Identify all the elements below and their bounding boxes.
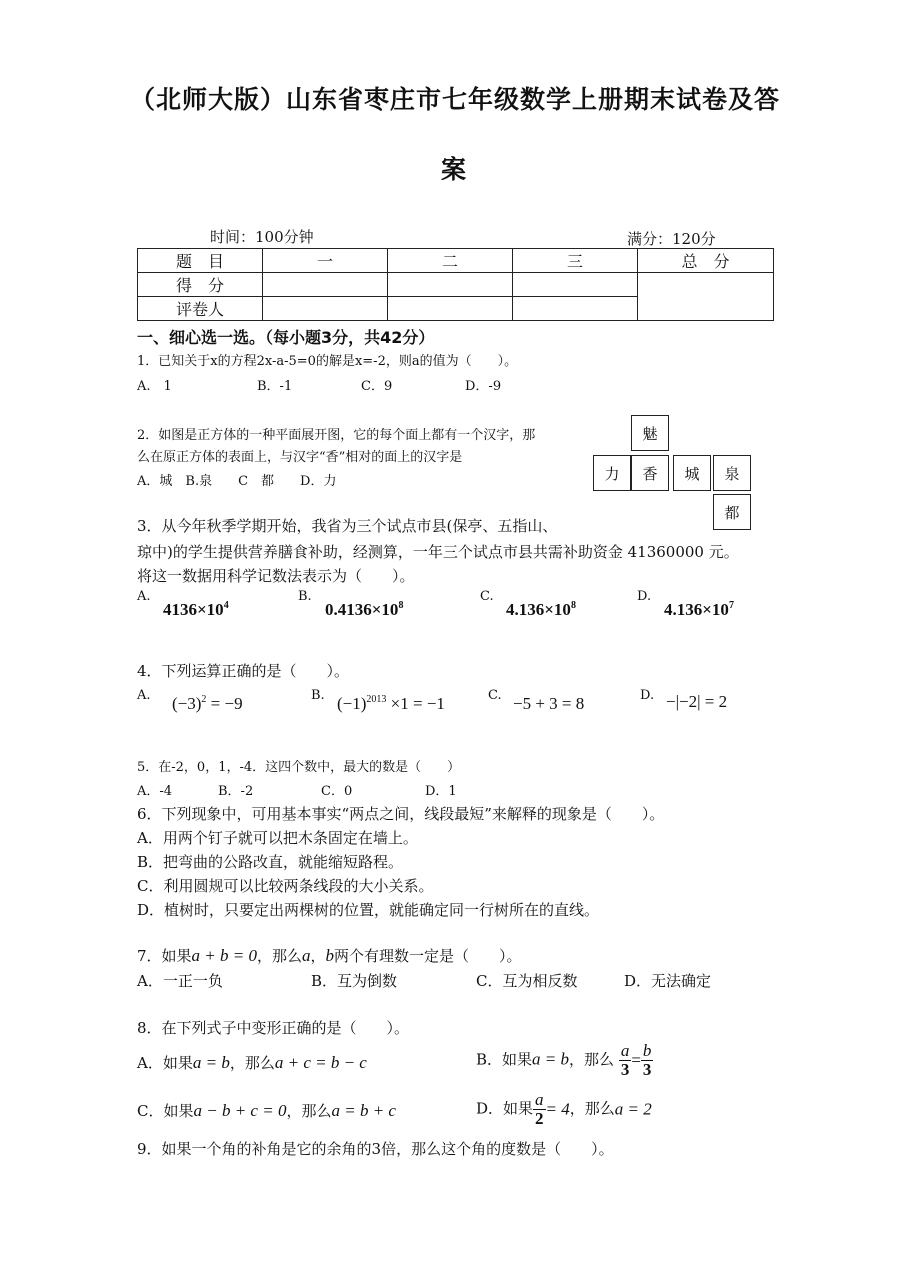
grader-cell[interactable] xyxy=(388,297,513,321)
cube-face: 城 xyxy=(673,455,711,491)
table-header-cell: 三 xyxy=(513,249,638,273)
q3-option-a: $4136\times 10^4$ xyxy=(163,600,229,619)
score-cell[interactable] xyxy=(263,273,388,297)
table-row-label: 评卷人 xyxy=(138,297,263,321)
total-score-cell[interactable] xyxy=(638,273,774,321)
q5-option-d: D．1 xyxy=(425,784,457,799)
q5-option-c: C．0 xyxy=(321,784,353,799)
q4-option-d: −|−2| = 2 xyxy=(666,692,728,711)
question-3-stem-cont2: 将这一数据用科学记数法表示为（ ）。 xyxy=(137,567,415,585)
question-1-stem: 1．已知关于x的方程2x-a-5=0的解是x=-2，则a的值为（ ）。 xyxy=(137,354,518,369)
table-header-cell: 二 xyxy=(388,249,513,273)
q6-option-d: D．植树时，只要定出两棵树的位置，就能确定同一行树所在的直线。 xyxy=(137,901,600,919)
q3-label-a: A. xyxy=(137,589,151,604)
q7-option-d: D．无法确定 xyxy=(624,972,712,990)
score-cell[interactable] xyxy=(513,273,638,297)
q1-option-c: C．9 xyxy=(361,379,393,394)
q2-options: A．城 B.泉 C 都 D．力 xyxy=(137,474,337,489)
question-3-stem: 3．从今年秋季学期开始，我省为三个试点市县(保亭、五指山、 xyxy=(137,517,558,535)
question-9-stem: 9．如果一个角的补角是它的余角的3倍，那么这个角的度数是（ ）。 xyxy=(137,1140,614,1158)
q3-option-d: $4.136\times 10^7$ xyxy=(664,600,734,619)
table-header-cell: 题 目 xyxy=(138,249,263,273)
cube-face: 香 xyxy=(631,455,669,491)
question-2-stem: 2．如图是正方体的一种平面展开图，它的每个面上都有一个汉字，那 xyxy=(137,428,536,443)
q3-label-d: D. xyxy=(637,589,652,604)
question-5-stem: 5．在-2，0，1，-4．这四个数中，最大的数是（ ） xyxy=(137,760,461,775)
score-cell[interactable] xyxy=(388,273,513,297)
section-heading: 一、细心选一选。（每小题3分，共42分） xyxy=(137,328,435,347)
page-title-line2: 案 xyxy=(441,155,468,184)
q7-option-c: C．互为相反数 xyxy=(476,972,578,990)
q8-option-b: B．如果a = b，那么 $\frac{a}{3}$ = $\frac{b}{3}$ xyxy=(476,1041,652,1079)
full-score: 满分：120分 xyxy=(627,230,716,248)
cube-face: 都 xyxy=(713,494,751,530)
question-6-stem: 6．下列现象中，可用基本事实“两点之间，线段最短”来解释的现象是（ ）。 xyxy=(137,805,665,823)
question-8-stem: 8．在下列式子中变形正确的是（ ）。 xyxy=(137,1019,410,1037)
cube-face: 力 xyxy=(593,455,631,491)
q1-option-b: B．-1 xyxy=(257,379,293,394)
q4-option-a: $(-3)^2 = -9$ xyxy=(172,694,243,713)
exam-time: 时间：100分钟 xyxy=(210,228,314,246)
q4-label-c: C. xyxy=(488,688,502,703)
q6-option-c: C．利用圆规可以比较两条线段的大小关系。 xyxy=(137,877,434,895)
q1-option-d: D．-9 xyxy=(465,379,502,394)
cube-face: 泉 xyxy=(713,455,751,491)
q7-option-a: A．一正一负 xyxy=(137,972,223,990)
q4-label-a: A. xyxy=(137,688,151,703)
table-row-label: 得 分 xyxy=(138,273,263,297)
q3-label-b: B. xyxy=(298,589,312,604)
q6-option-a: A．用两个钉子就可以把木条固定在墙上。 xyxy=(137,829,418,847)
question-4-stem: 4．下列运算正确的是（ ）。 xyxy=(137,662,350,680)
q4-option-b: $(-1)^{2013} \times 1 = -1$ xyxy=(337,694,445,713)
grader-cell[interactable] xyxy=(513,297,638,321)
q4-label-d: D. xyxy=(640,688,655,703)
q4-label-b: B. xyxy=(311,688,325,703)
q3-option-c: $4.136\times 10^8$ xyxy=(506,600,576,619)
q8-option-c: C．如果a − b + c = 0，那么a = b + c xyxy=(137,1101,396,1120)
q8-option-a: A．如果a = b，那么a + c = b − c xyxy=(137,1053,367,1072)
q4-option-c: −5 + 3 = 8 xyxy=(513,694,585,713)
question-7-stem: 7．如果a + b = 0，那么a，b两个有理数一定是（ ）。 xyxy=(137,946,522,965)
question-2-stem-cont: 么在原正方体的表面上，与汉字“香”相对的面上的汉字是 xyxy=(137,450,463,465)
q7-option-b: B．互为倒数 xyxy=(311,972,398,990)
q5-option-a: A．-4 xyxy=(137,784,173,799)
grader-cell[interactable] xyxy=(263,297,388,321)
cube-face: 魅 xyxy=(631,415,669,451)
q6-option-b: B．把弯曲的公路改直，就能缩短路程。 xyxy=(137,853,404,871)
q8-option-d: D．如果 $\frac{a}{2}$ = 4，那么a = 2 xyxy=(476,1090,652,1128)
page-title: （北师大版）山东省枣庄市七年级数学上册期末试卷及答 xyxy=(130,85,781,114)
table-header-cell: 一 xyxy=(263,249,388,273)
q1-option-a: A. 1 xyxy=(137,379,172,394)
question-3-stem-cont: 琼中)的学生提供营养膳食补助，经测算，一年三个试点市县共需补助资金 41360000 元。 xyxy=(137,543,739,561)
score-table xyxy=(137,248,774,321)
q3-option-b: $0.4136\times 10^8$ xyxy=(325,600,404,619)
table-header-cell: 总 分 xyxy=(638,249,774,273)
q3-label-c: C. xyxy=(480,589,494,604)
q5-option-b: B．-2 xyxy=(218,784,254,799)
